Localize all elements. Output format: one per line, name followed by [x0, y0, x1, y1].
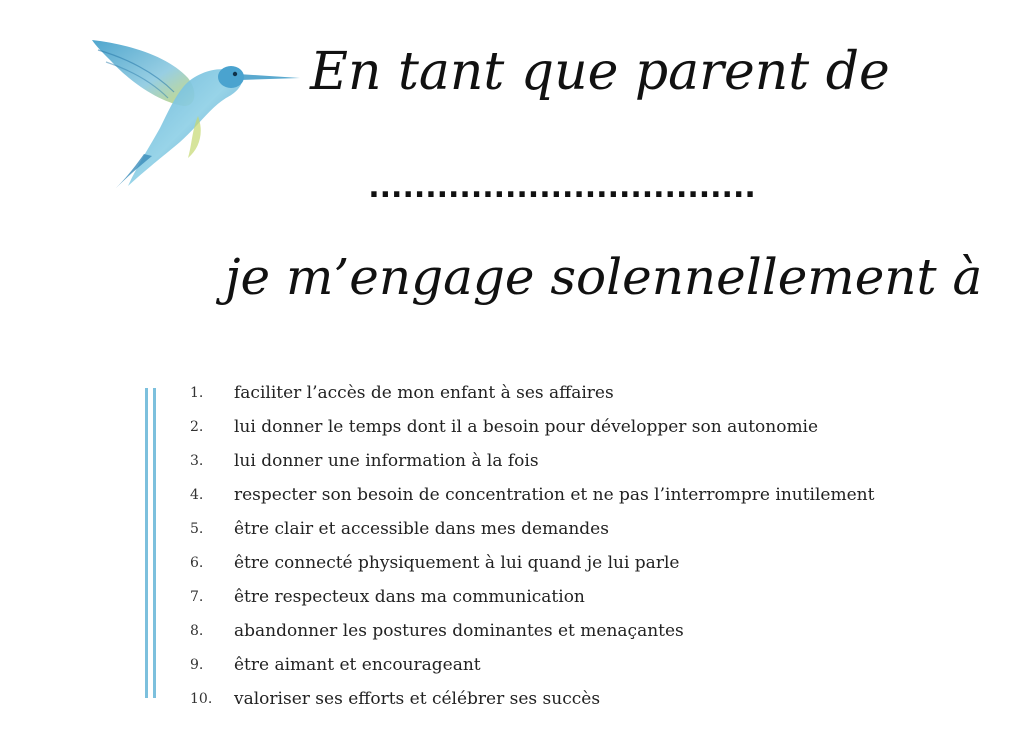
list-item: [190, 478, 980, 512]
item-number: 2.: [190, 419, 204, 435]
item-text: lui donner le temps dont il a besoin pour développer son autonomie: [234, 417, 819, 437]
list-item: [190, 614, 980, 648]
item-number: 7.: [190, 589, 204, 605]
item-text: être aimant et encourageant: [234, 655, 481, 675]
item-number: 8.: [190, 623, 204, 639]
list-item: [190, 376, 980, 410]
name-blank-line: ..................................: [368, 170, 756, 205]
item-number: 6.: [190, 555, 204, 571]
hummingbird-icon: [88, 36, 303, 191]
item-text: lui donner une information à la fois: [234, 451, 539, 471]
item-text: faciliter l’accès de mon enfant à ses affaires: [234, 383, 614, 403]
list-item: [190, 580, 980, 614]
item-number: 4.: [190, 487, 204, 503]
item-number: 1.: [190, 385, 204, 401]
page-subtitle: je m’engage solennellement à: [225, 248, 983, 306]
vertical-bar: [145, 388, 148, 698]
list-item: [190, 444, 980, 478]
item-text: valoriser ses efforts et célébrer ses succès: [234, 689, 601, 709]
item-text: être clair et accessible dans mes demandes: [234, 519, 609, 539]
page-title: En tant que parent de: [310, 42, 890, 102]
list-item: [190, 648, 980, 682]
item-text: abandonner les postures dominantes et menaçantes: [234, 621, 684, 641]
list-item: [190, 682, 980, 716]
list-item: [190, 546, 980, 580]
list-item: [190, 512, 980, 546]
item-number: 5.: [190, 521, 204, 537]
item-number: 3.: [190, 453, 204, 469]
item-text: être connecté physiquement à lui quand je lui parle: [234, 553, 680, 573]
item-text: respecter son besoin de concentration et ne pas l’interrompre inutilement: [234, 485, 875, 505]
decorative-double-bar: [145, 388, 157, 698]
commitment-list: [190, 376, 980, 716]
item-text: être respecteux dans ma communication: [234, 587, 585, 607]
list-item: [190, 410, 980, 444]
vertical-bar: [153, 388, 156, 698]
item-number: 10.: [190, 691, 213, 707]
item-number: 9.: [190, 657, 204, 673]
